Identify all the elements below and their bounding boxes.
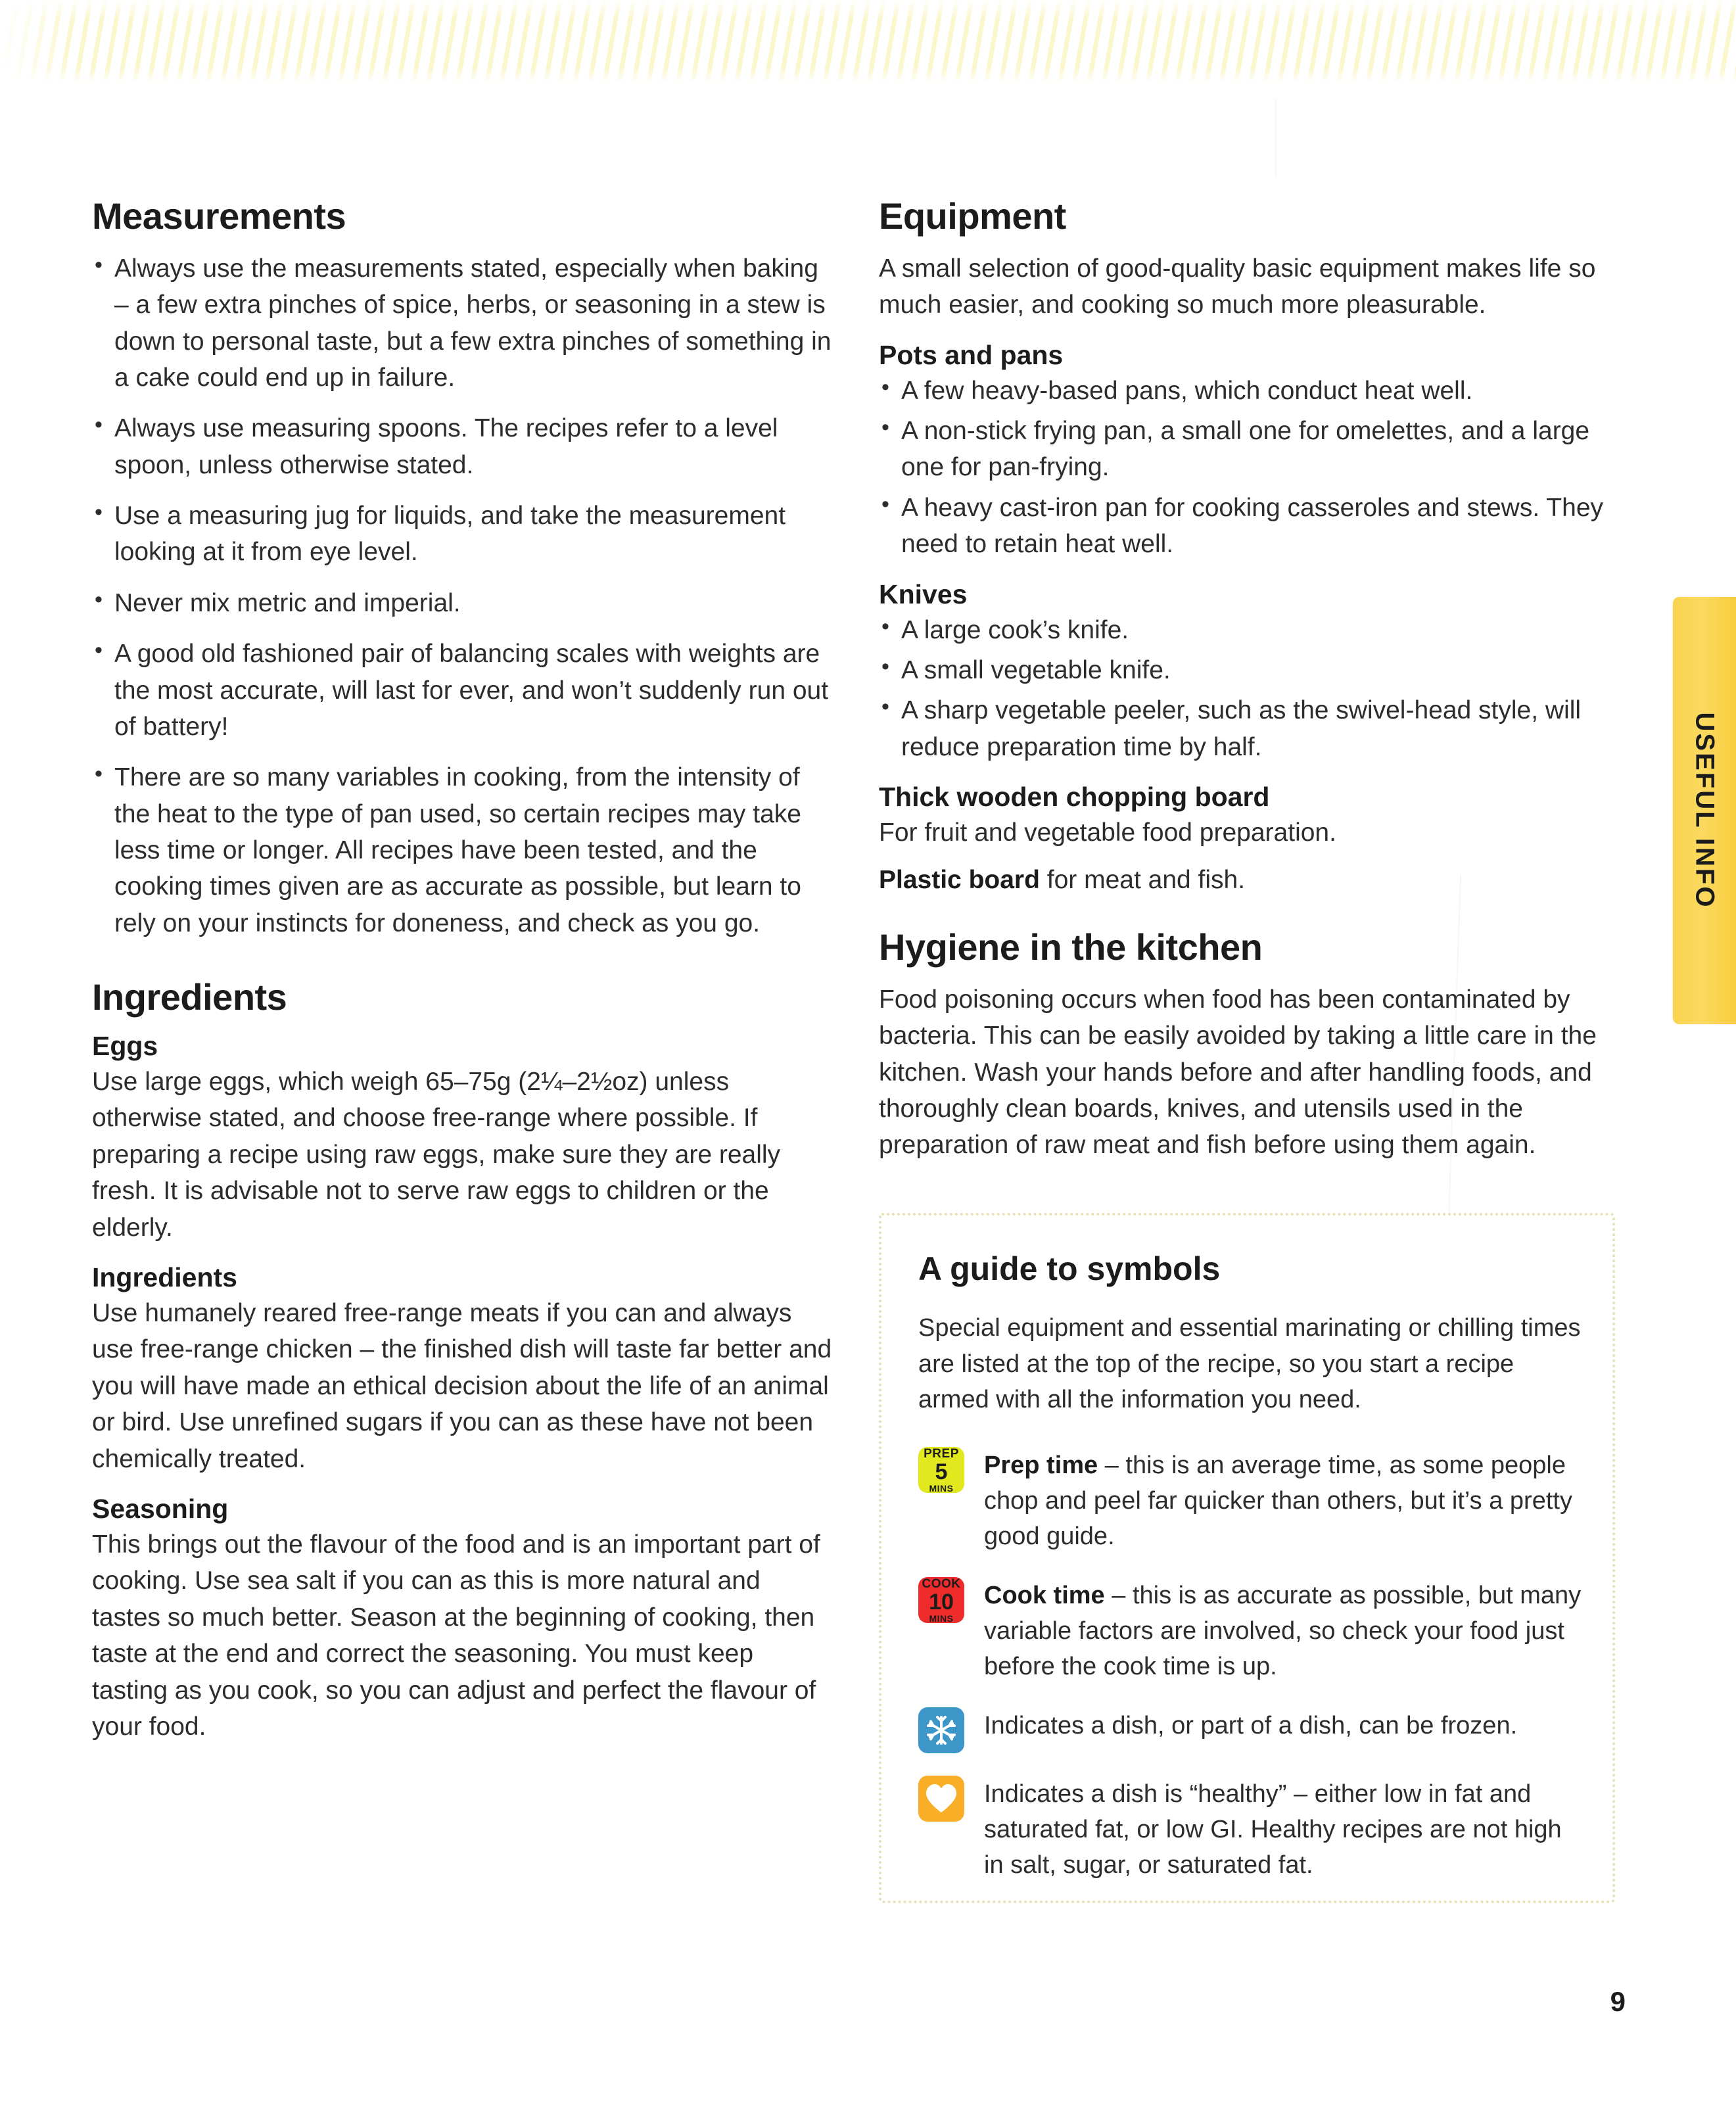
prep-icon-line1: PREP (924, 1447, 959, 1461)
symbol-text-freezable: Indicates a dish, or part of a dish, can be frozen. (984, 1711, 1518, 1739)
page-number: 9 (1610, 1986, 1626, 2017)
section-tab-label: USEFUL INFO (1690, 712, 1720, 909)
list-item: • A small vegetable knife. (879, 652, 1608, 688)
prep-time-description: – this is an average time, as some people chop and peel far quicker than others, but it’s a pretty good guide. (984, 1452, 1572, 1551)
symbol-text-cook-time (984, 1577, 1582, 1685)
symbol-text-healthy: Indicates a dish is “healthy” – either low in fat and saturated fat, or low GI. Healthy recipes are not high in salt, sugar, or saturated fat. (984, 1780, 1562, 1879)
symbol-text-prep-time (984, 1447, 1582, 1555)
list-item: • Never mix metric and imperial. (92, 585, 833, 621)
prep-icon-line3: MINS (929, 1482, 954, 1494)
paragraph-seasoning: This brings out the flavour of the food and is an important part of cooking. Use sea salt if you can as this is more natural and tastes so much better. Season at the beginning of cooking, then taste at the end and correct the seasoning. You must keep tasting as you cook, so you can adjust and perfect the flavour of your food. (92, 1530, 820, 1741)
subheading-ingredients: Ingredients (92, 1262, 237, 1292)
list-item: • Always use measuring spoons. The recipes refer to a level spoon, unless otherwise stated. (92, 410, 833, 483)
list-item: • A non-stick frying pan, a small one for omelettes, and a large one for pan-frying. (879, 413, 1608, 486)
snowflake-icon (918, 1707, 964, 1753)
paragraph-chopping-board: For fruit and vegetable food preparation. (879, 818, 1336, 847)
page-title-measurements: Measurements (92, 195, 346, 237)
list-item: • Always use the measurements stated, especially when baking – a few extra pinches of spice, herbs, or seasoning in a stew is down to personal taste, but a few extra pinches of something in a cake could end up in failure. (92, 250, 833, 396)
list-item: • A large cook’s knife. (879, 612, 1608, 648)
prep-time-icon (918, 1447, 964, 1493)
cook-time-icon (918, 1577, 964, 1623)
heart-icon (918, 1776, 964, 1822)
subheading-seasoning: Seasoning (92, 1493, 229, 1524)
subheading-knives: Knives (879, 579, 968, 609)
cook-icon-line3: MINS (929, 1613, 954, 1624)
symbol-row-prep-time (918, 1447, 1582, 1555)
section-heading-ingredients: Ingredients (92, 976, 287, 1018)
paragraph-equipment-intro: A small selection of good-quality basic equipment makes life so much easier, and cooking so much more pleasurable. (879, 254, 1596, 319)
right-column (879, 197, 1608, 1174)
cook-time-lead: Cook time (984, 1582, 1105, 1610)
list-item: • There are so many variables in cooking, from the intensity of the heat to the type of pan used, so certain recipes may take less time or longer. All recipes have been tested, and the cooking times given are as accurate as possible, but learn to rely on your instincts for doneness, and check as you go. (92, 759, 833, 941)
cook-time-description: – this is as accurate as possible, but many variable factors are involved, so check your food just before the cook time is up. (984, 1582, 1582, 1680)
subheading-pots-and-pans: Pots and pans (879, 339, 1064, 370)
pots-and-pans-bullet-list (879, 373, 1608, 563)
section-heading-equipment: Equipment (879, 195, 1066, 237)
symbols-box-title: A guide to symbols (918, 1250, 1221, 1287)
list-item: • A good old fashioned pair of balancing scales with weights are the most accurate, will last for ever, and won’t suddenly run out of battery! (92, 636, 833, 745)
knives-bullet-list (879, 612, 1608, 766)
prep-time-lead: Prep time (984, 1452, 1098, 1480)
left-column (92, 197, 833, 1755)
symbol-row-cook-time (918, 1577, 1582, 1685)
list-item: • A heavy cast-iron pan for cooking casseroles and stews. They need to retain heat well. (879, 490, 1608, 563)
paragraph-plastic-board (879, 862, 1608, 898)
symbol-row-healthy (918, 1776, 1582, 1883)
paragraph-eggs: Use large eggs, which weigh 65–75g (2¼–2½oz) unless otherwise stated, and choose free-range where possible. If preparing a recipe using raw eggs, make sure they are really fresh. It is advisable not to serve raw eggs to children or the elderly. (92, 1068, 781, 1242)
plastic-board-rest: for meat and fish. (1039, 865, 1246, 894)
symbol-row-freezable (918, 1707, 1582, 1753)
list-item: • A few heavy-based pans, which conduct heat well. (879, 373, 1608, 409)
list-item: • Use a measuring jug for liquids, and take the measurement looking at it from eye level. (92, 498, 833, 571)
paragraph-ingredients: Use humanely reared free-range meats if you can and always use free-range chicken – the finished dish will taste far better and you will have made an ethical decision about the life of an animal or bird. Use unrefined sugars if you can as these have not been chemically treated. (92, 1299, 832, 1473)
paragraph-hygiene: Food poisoning occurs when food has been contaminated by bacteria. This can be easily avoided by taking a little care in the kitchen. Wash your hands before and after handling foods, and thoroughly clean boards, knives, and utensils used in the preparation of raw meat and fish before using them again. (879, 985, 1597, 1160)
cook-icon-minutes: 10 (929, 1589, 954, 1615)
measurements-bullet-list (92, 250, 833, 941)
subheading-eggs: Eggs (92, 1030, 158, 1061)
section-heading-hygiene: Hygiene in the kitchen (879, 926, 1263, 968)
plastic-board-lead: Plastic board (879, 865, 1040, 894)
cook-icon-line1: COOK (922, 1577, 961, 1591)
symbols-box-intro: Special equipment and essential marinating or chilling times are listed at the top of the recipe, so you start a recipe armed with all the information you need. (918, 1314, 1581, 1414)
guide-to-symbols-box (879, 1213, 1615, 1903)
subheading-chopping-board: Thick wooden chopping board (879, 782, 1270, 813)
list-item: • A sharp vegetable peeler, such as the swivel-head style, will reduce preparation time by half. (879, 692, 1608, 765)
prep-icon-minutes: 5 (935, 1459, 948, 1484)
